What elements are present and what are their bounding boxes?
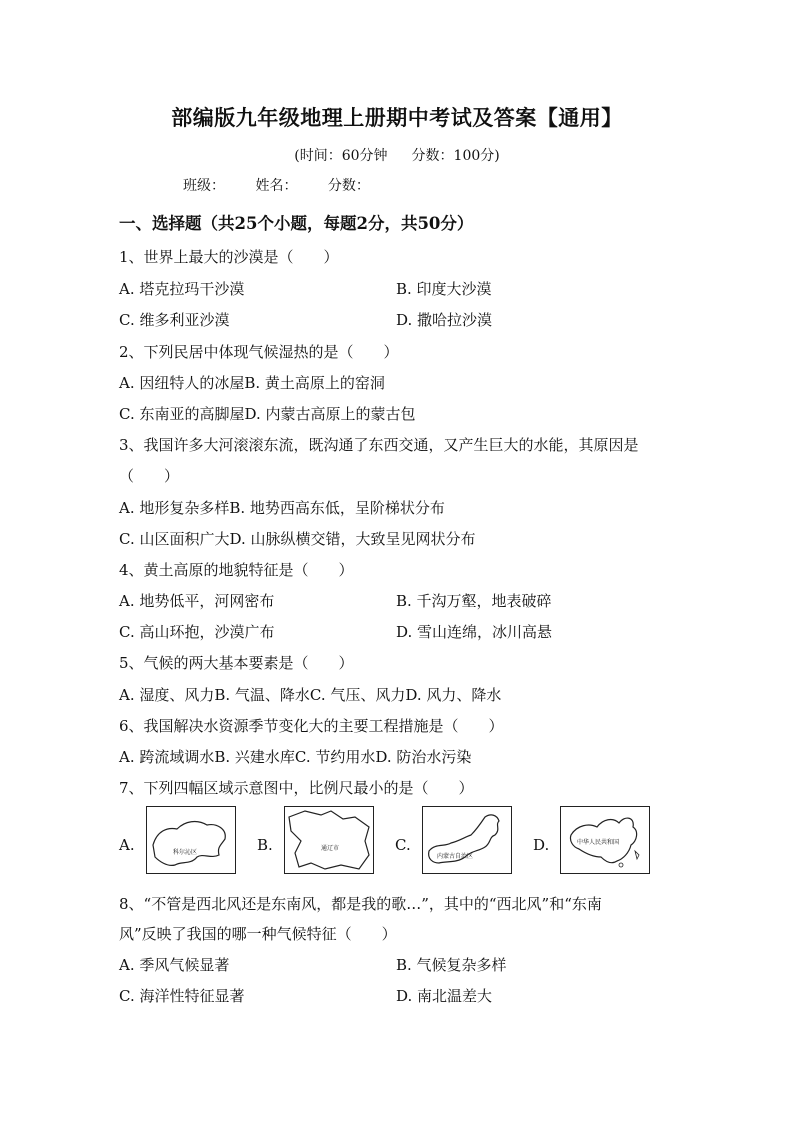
question-stem: 2、下列民居中体现气候湿热的是（ ） [119, 343, 399, 361]
exam-meta [0, 145, 794, 165]
question-stem-cont: （ ） [119, 467, 180, 485]
map-c-text: 内蒙古自治区 [437, 853, 474, 860]
map-label-c: C. [395, 836, 411, 854]
student-info [183, 175, 396, 195]
map-label-d: D. [533, 836, 550, 854]
option-line: A. 跨流域调水B. 兴建水库C. 节约用水D. 防治水污染 [119, 748, 472, 766]
option-d: D. 雪山连绵，冰川高悬 [396, 623, 553, 641]
option-c: C. 高山环抱，沙漠广布 [119, 623, 275, 641]
option-b: B. 千沟万壑，地表破碎 [396, 592, 552, 610]
map-label-b: B. [257, 836, 273, 854]
map-a-image [146, 806, 236, 874]
option-line: C. 山区面积广大D. 山脉纵横交错，大致呈见网状分布 [119, 530, 476, 548]
option-line: C. 东南亚的高脚屋D. 内蒙古高原上的蒙古包 [119, 405, 416, 423]
option-c: C. 维多利亚沙漠 [119, 311, 230, 329]
class-label: 班级： [183, 178, 225, 194]
option-c: C. 海洋性特征显著 [119, 987, 245, 1005]
map-b-text: 通辽市 [321, 845, 340, 852]
question-stem: 3、我国许多大河滚滚东流，既沟通了东西交通，又产生巨大的水能，其原因是 [119, 436, 639, 454]
option-b: B. 气候复杂多样 [396, 956, 507, 974]
question-stem: 7、下列四幅区域示意图中，比例尺最小的是（ ） [119, 779, 474, 797]
question-stem: 1、世界上最大的沙漠是（ ） [119, 248, 339, 266]
map-d-text: 中华人民共和国 [577, 839, 620, 846]
question-stem: 4、黄土高原的地貌特征是（ ） [119, 561, 354, 579]
question-stem: 8、“不管是西北风还是东南风，都是我的歌…”，其中的“西北风”和“东南 [119, 895, 602, 913]
map-c-image [422, 806, 512, 874]
map-b-outline [285, 807, 373, 873]
question-stem-cont: 风”反映了我国的哪一种气候特征（ ） [119, 925, 397, 943]
page-title: 部编版九年级地理上册期中考试及答案【通用】 [171, 105, 623, 130]
map-d-image [560, 806, 650, 874]
option-a: A. 塔克拉玛干沙漠 [119, 280, 245, 298]
option-a: A. 季风气候显著 [119, 956, 230, 974]
map-a-outline [147, 807, 235, 873]
map-label-a: A. [119, 836, 135, 854]
exam-score: 分数：100分) [411, 148, 500, 164]
exam-time: (时间：60分钟 [294, 148, 388, 164]
option-d: D. 南北温差大 [396, 987, 493, 1005]
name-label: 姓名： [255, 178, 298, 194]
option-b: B. 印度大沙漠 [396, 280, 492, 298]
grade-label: 分数： [327, 178, 370, 194]
question-stem: 6、我国解决水资源季节变化大的主要工程措施是（ ） [119, 717, 504, 735]
map-c-outline [423, 807, 511, 873]
option-line: A. 地形复杂多样B. 地势西高东低，呈阶梯状分布 [119, 499, 445, 517]
map-b-image [284, 806, 374, 874]
option-d: D. 撒哈拉沙漠 [396, 311, 493, 329]
option-line: A. 湿度、风力B. 气温、降水C. 气压、风力D. 风力、降水 [119, 686, 502, 704]
map-options [119, 806, 679, 886]
option-line: A. 因纽特人的冰屋B. 黄土高原上的窑洞 [119, 374, 385, 392]
section-heading: 一、选择题（共25个小题，每题2分，共50分） [119, 214, 474, 233]
map-a-text: 科尔沁区 [173, 849, 198, 856]
question-stem: 5、气候的两大基本要素是（ ） [119, 654, 354, 672]
option-a: A. 地势低平，河网密布 [119, 592, 275, 610]
